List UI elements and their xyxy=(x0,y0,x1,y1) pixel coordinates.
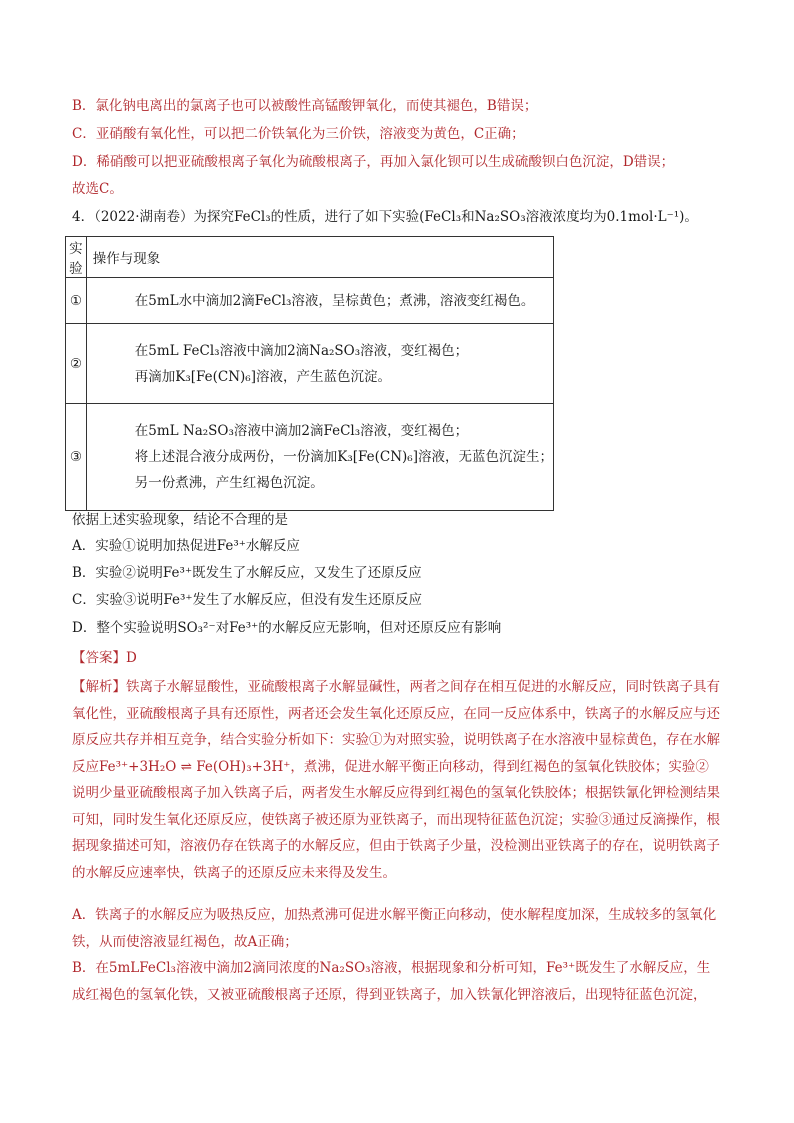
row-text: 在5mL水中滴加2滴FeCl₃溶液，呈棕黄色；煮沸，溶液变红褐色。 xyxy=(134,292,535,309)
table-header-operation: 操作与现象 xyxy=(86,237,553,278)
option-a: A．实验①说明加热促进Fe³⁺水解反应 xyxy=(72,538,300,554)
analysis-label: 【解析】 xyxy=(72,679,126,695)
answer-value: D xyxy=(126,650,137,666)
prev-conclusion: 故选C。 xyxy=(72,181,123,197)
table-row xyxy=(66,404,554,511)
row-number: ② xyxy=(66,324,87,404)
table-header-experiment: 实验 xyxy=(66,237,87,278)
table-row xyxy=(66,324,554,404)
question-stem: 4．（2022·湖南卷）为探究FeCl₃的性质，进行了如下实验(FeCl₃和Na₂SO₃溶液浓度均为0.1mol·L⁻¹)。 xyxy=(72,209,698,225)
row-number: ③ xyxy=(66,404,87,511)
row-text: 将上述混合液分成两份，一份滴加K₃[Fe(CN)₆]溶液，无蓝色沉淀生； xyxy=(134,449,553,465)
analysis-point-a: A．铁离子的水解反应为吸热反应，加热煮沸可促进水解平衡正向移动，使水解程度加深，生成较多的氢氧化铁，从而使溶液显红褐色，故A正确； xyxy=(72,907,717,950)
row-text: 在5mL Na₂SO₃溶液中滴加2滴FeCl₃溶液，变红褐色； xyxy=(134,423,469,439)
option-c: C．实验③说明Fe³⁺发生了水解反应，但没有发生还原反应 xyxy=(72,592,422,608)
question-prompt: 依据上述实验现象，结论不合理的是 xyxy=(72,512,288,528)
analysis-text: 铁离子水解显酸性，亚硫酸根离子水解显碱性，两者之间存在相互促进的水解反应，同时铁离子具有氧化性，亚硫酸根离子具有还原性，两者还会发生氧化还原反应，在同一反应体系中，铁离子的水解反应与还原反应共存并相互竞争，结合实验分析如下：实验①为对照实验，说明铁离子在水溶液中显棕黄色，存在水解反应Fe³⁺+3H₂O ⇌ Fe(OH)₃+3H⁺，煮沸，促进水解平衡正向移动，得到红褐色的氢氧化铁胶体；实验②说明少量亚硫酸根离子加入铁离子后，两者发生水解反应得到红褐色的氢氧化铁胶体；根据铁氰化钾检测结果可知，同时发生氧化还原反应，使铁离子被还原为亚铁离子，而出现特征蓝色沉淀；实验③通过反滴操作，根据现象描述可知，溶液仍存在铁离子的水解反应，但由于铁离子少量，没检测出亚铁离子的存在，说明铁离子的水解反应速率快，铁离子的还原反应未来得及发生。 xyxy=(72,679,720,881)
prev-option-c: C．亚硝酸有氧化性，可以把二价铁氧化为三价铁，溶液变为黄色，C正确； xyxy=(72,126,525,142)
option-b: B．实验②说明Fe³⁺既发生了水解反应，又发生了还原反应 xyxy=(72,565,422,581)
analysis-point-b: B．在5mLFeCl₃溶液中滴加2滴同浓度的Na₂SO₃溶液，根据现象和分析可知，Fe³⁺既发生了水解反应，生成红褐色的氢氧化铁，又被亚硫酸根离子还原，得到亚铁离子，加入铁氰化钾溶液后，出现特征蓝色沉淀， xyxy=(72,960,711,1003)
row-text: 在5mL FeCl₃溶液中滴加2滴Na₂SO₃溶液，变红褐色； xyxy=(134,342,469,359)
experiment-table xyxy=(65,236,554,511)
analysis-paragraph xyxy=(72,674,722,886)
prev-option-b: B．氯化钠电离出的氯离子也可以被酸性高锰酸钾氧化，而使其褪色，B错误； xyxy=(72,98,538,114)
row-text: 另一份煮沸，产生红褐色沉淀。 xyxy=(134,475,324,491)
answer-line xyxy=(72,648,137,668)
row-text: 再滴加K₃[Fe(CN)₆]溶液，产生蓝色沉淀。 xyxy=(134,368,391,385)
row-number: ① xyxy=(66,278,87,324)
table-row xyxy=(66,278,554,324)
option-d: D．整个实验说明SO₃²⁻对Fe³⁺的水解反应无影响，但对还原反应有影响 xyxy=(72,620,502,636)
prev-option-d: D．稀硝酸可以把亚硫酸根离子氧化为硫酸根离子，再加入氯化钡可以生成硫酸钡白色沉淀，D错误； xyxy=(72,154,675,170)
answer-label: 【答案】 xyxy=(72,650,126,666)
